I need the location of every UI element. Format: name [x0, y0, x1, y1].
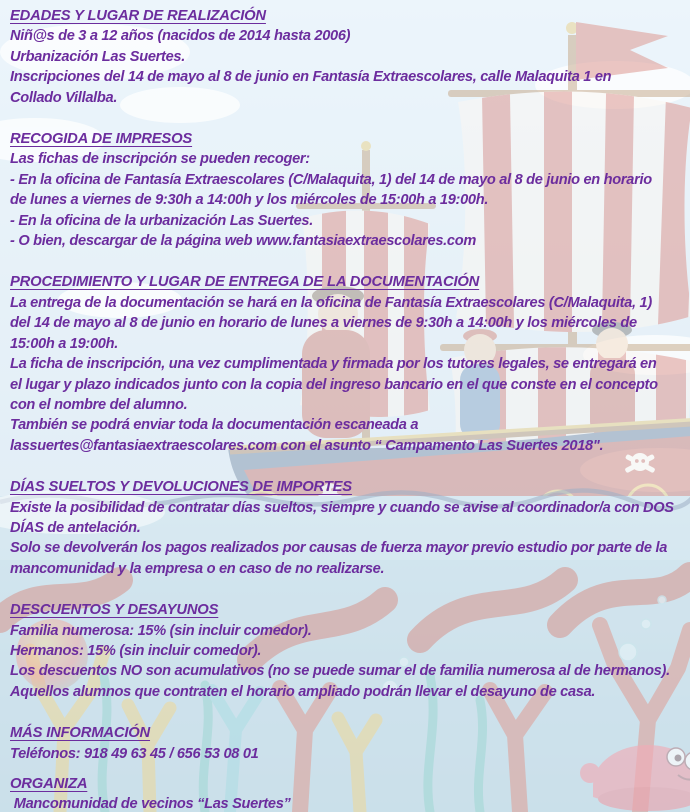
section-heading: EDADES Y LUGAR DE REALIZACIÓN	[10, 8, 266, 24]
section-descuentos	[10, 600, 682, 702]
text-line: Inscripciones del 14 de mayo al 8 de junio en Fantasía Extraescolares, calle Malaquita 1 en	[10, 69, 612, 86]
section-recogida	[10, 129, 682, 251]
text-line: de lunes a viernes de 9:30h a 14:00h y los miércoles de 15:00h a 19:00h.	[10, 192, 489, 209]
section-organiza	[10, 774, 682, 812]
text-line: Existe la posibilidad de contratar días sueltos, siempre y cuando se avise al coordinador/a con DOS	[10, 499, 674, 516]
text-line: Aquellos alumnos que contraten el horario ampliado podrán llevar el desayuno de casa.	[10, 683, 596, 700]
section-heading: RECOGIDA DE IMPRESOS	[10, 131, 193, 148]
text-line: 15:00h a 19:00h.	[10, 335, 118, 352]
text-line: Familia numerosa: 15% (sin incluir comedor).	[10, 622, 312, 639]
text-line: - En la oficina de la urbanización Las Suertes.	[10, 212, 313, 229]
section-mas-informacion	[10, 723, 682, 764]
section-edades	[10, 6, 682, 108]
section-heading: ORGANIZA	[10, 776, 88, 792]
text-line: mancomunidad y la empresa o en caso de no realizarse.	[10, 560, 385, 577]
text-line: del 14 de mayo al 8 de junio en horario de lunes a viernes de 9:30h a 14:00h y los miércoles de	[10, 315, 637, 332]
section-dias-sueltos	[10, 477, 682, 579]
text-line: Las fichas de inscripción se pueden recoger:	[10, 151, 310, 168]
section-heading: DESCUENTOS Y DESAYUNOS	[10, 602, 219, 619]
text-line: La ficha de inscripción, una vez cumplimentada y firmada por los tutores legales, se entregará en	[10, 356, 657, 373]
text-line: - O bien, descargar de la página web www.fantasiaextraescolares.com	[10, 233, 477, 250]
text-line: - En la oficina de Fantasía Extraescolares (C/Malaquita, 1) del 14 de mayo al 8 de junio en horario	[10, 171, 652, 188]
text-line: La entrega de la documentación se hará en la oficina de Fantasía Extraescolares (C/Malaquita, 1)	[10, 294, 652, 311]
text-line: con el nombre del alumno.	[10, 396, 188, 413]
text-line: Collado Villalba.	[10, 89, 118, 106]
text-line: Solo se devolverán los pagos realizados por causas de fuerza mayor previo estudio por parte de la	[10, 540, 668, 557]
text-line: DÍAS de antelación.	[10, 519, 141, 536]
text-line: También se podrá enviar toda la documentación escaneada a	[10, 417, 419, 434]
text-line: lassuertes@fantasiaextraescolares.com con el asunto “ Campamento Las Suertes 2018".	[10, 437, 604, 454]
text-line: Niñ@s de 3 a 12 años (nacidos de 2014 hasta 2006)	[10, 28, 351, 45]
section-heading: DÍAS SUELTOS Y DEVOLUCIONES DE IMPORTES	[10, 479, 352, 496]
text-line: Hermanos: 15% (sin incluir comedor).	[10, 642, 262, 659]
text-line: Los descuentos NO son acumulativos (no se puede sumar el de familia numerosa al de hermanos).	[10, 663, 670, 680]
text-line: Mancomunidad de vecinos “Las Suertes”	[10, 796, 291, 812]
section-procedimiento	[10, 272, 682, 456]
text-line: Urbanización Las Suertes.	[10, 48, 185, 65]
section-heading: MÁS INFORMACIÓN	[10, 725, 151, 742]
section-heading: PROCEDIMIENTO Y LUGAR DE ENTREGA DE LA DOCUMENTACIÓN	[10, 274, 480, 291]
text-line: Teléfonos: 918 49 63 45 / 656 53 08 01	[10, 745, 259, 762]
text-line: el lugar y plazo indicados junto con la copia del ingreso bancario en el que conste en el concepto	[10, 376, 658, 393]
